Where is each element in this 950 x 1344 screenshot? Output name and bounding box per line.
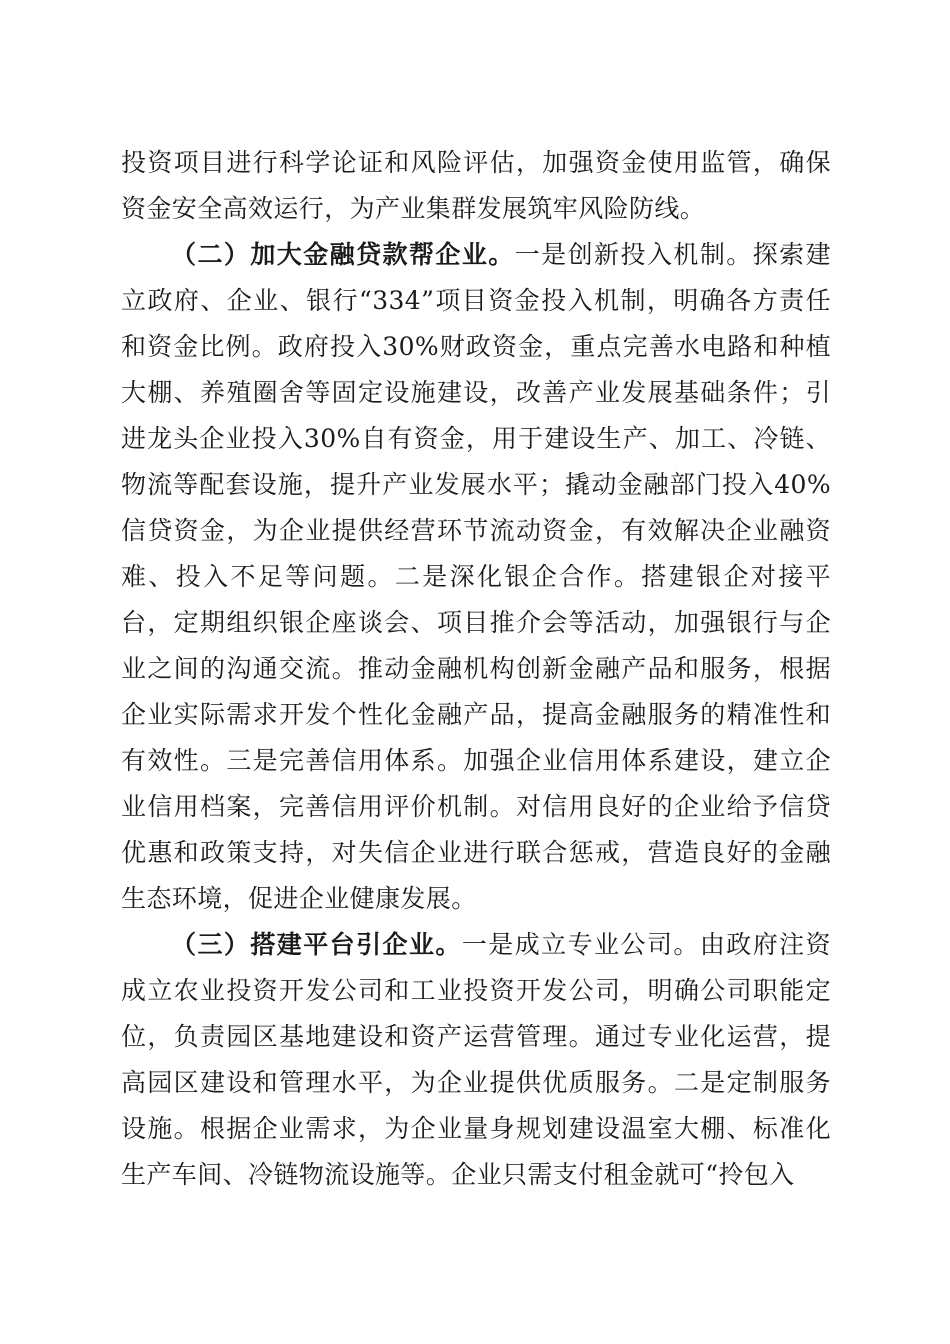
paragraph-body: 一是创新投入机制。探索建立政府、企业、银行“334”项目资金投入机制，明确各方责任和资金比例。政府投入30%财政资金，重点完善水电路和种植大棚、养殖圈舍等固定设施建设，改善产业发展基础条件；引进龙头企业投入30%自有资金，用于建设生产、加工、冷链、物流等配套设施，提升产业发展水平；撬动金融部门投入40%信贷资金，为企业提供经营环节流动资金，有效解决企业融资难、投入不足等问题。二是深化银企合作。搭建银企对接平台，定期组织银企座谈会、项目推介会等活动，加强银行与企业之间的沟通交流。推动金融机构创新金融产品和服务，根据企业实际需求开发个性化金融产品，提高金融服务的精准性和有效性。三是完善信用体系。加强企业信用体系建设，建立企业信用档案，完善信用评价机制。对信用良好的企业给予信贷优惠和政策支持，对失信企业进行联合惩戒，营造良好的金融生态环境，促进企业健康发展。	[121, 240, 831, 913]
section-heading-financial-loans: （二）加大金融贷款帮企业。	[171, 240, 515, 269]
paragraph-platform	[121, 922, 831, 1198]
section-heading-platform: （三）搭建平台引企业。	[171, 930, 462, 959]
paragraph-body: 一是成立专业公司。由政府注资成立农业投资开发公司和工业投资开发公司，明确公司职能定位，负责园区基地建设和资产运营管理。通过专业化运营，提高园区建设和管理水平，为企业提供优质服务。二是定制服务设施。根据企业需求，为企业量身规划建设温室大棚、标准化生产车间、冷链物流设施等。企业只需支付租金就可“拎包入	[121, 930, 831, 1189]
paragraph-continuation	[121, 140, 831, 232]
paragraph-body: 投资项目进行科学论证和风险评估，加强资金使用监管，确保资金安全高效运行，为产业集群发展筑牢风险防线。	[121, 148, 831, 223]
document-body	[121, 140, 831, 1198]
paragraph-financial-loans	[121, 232, 831, 922]
